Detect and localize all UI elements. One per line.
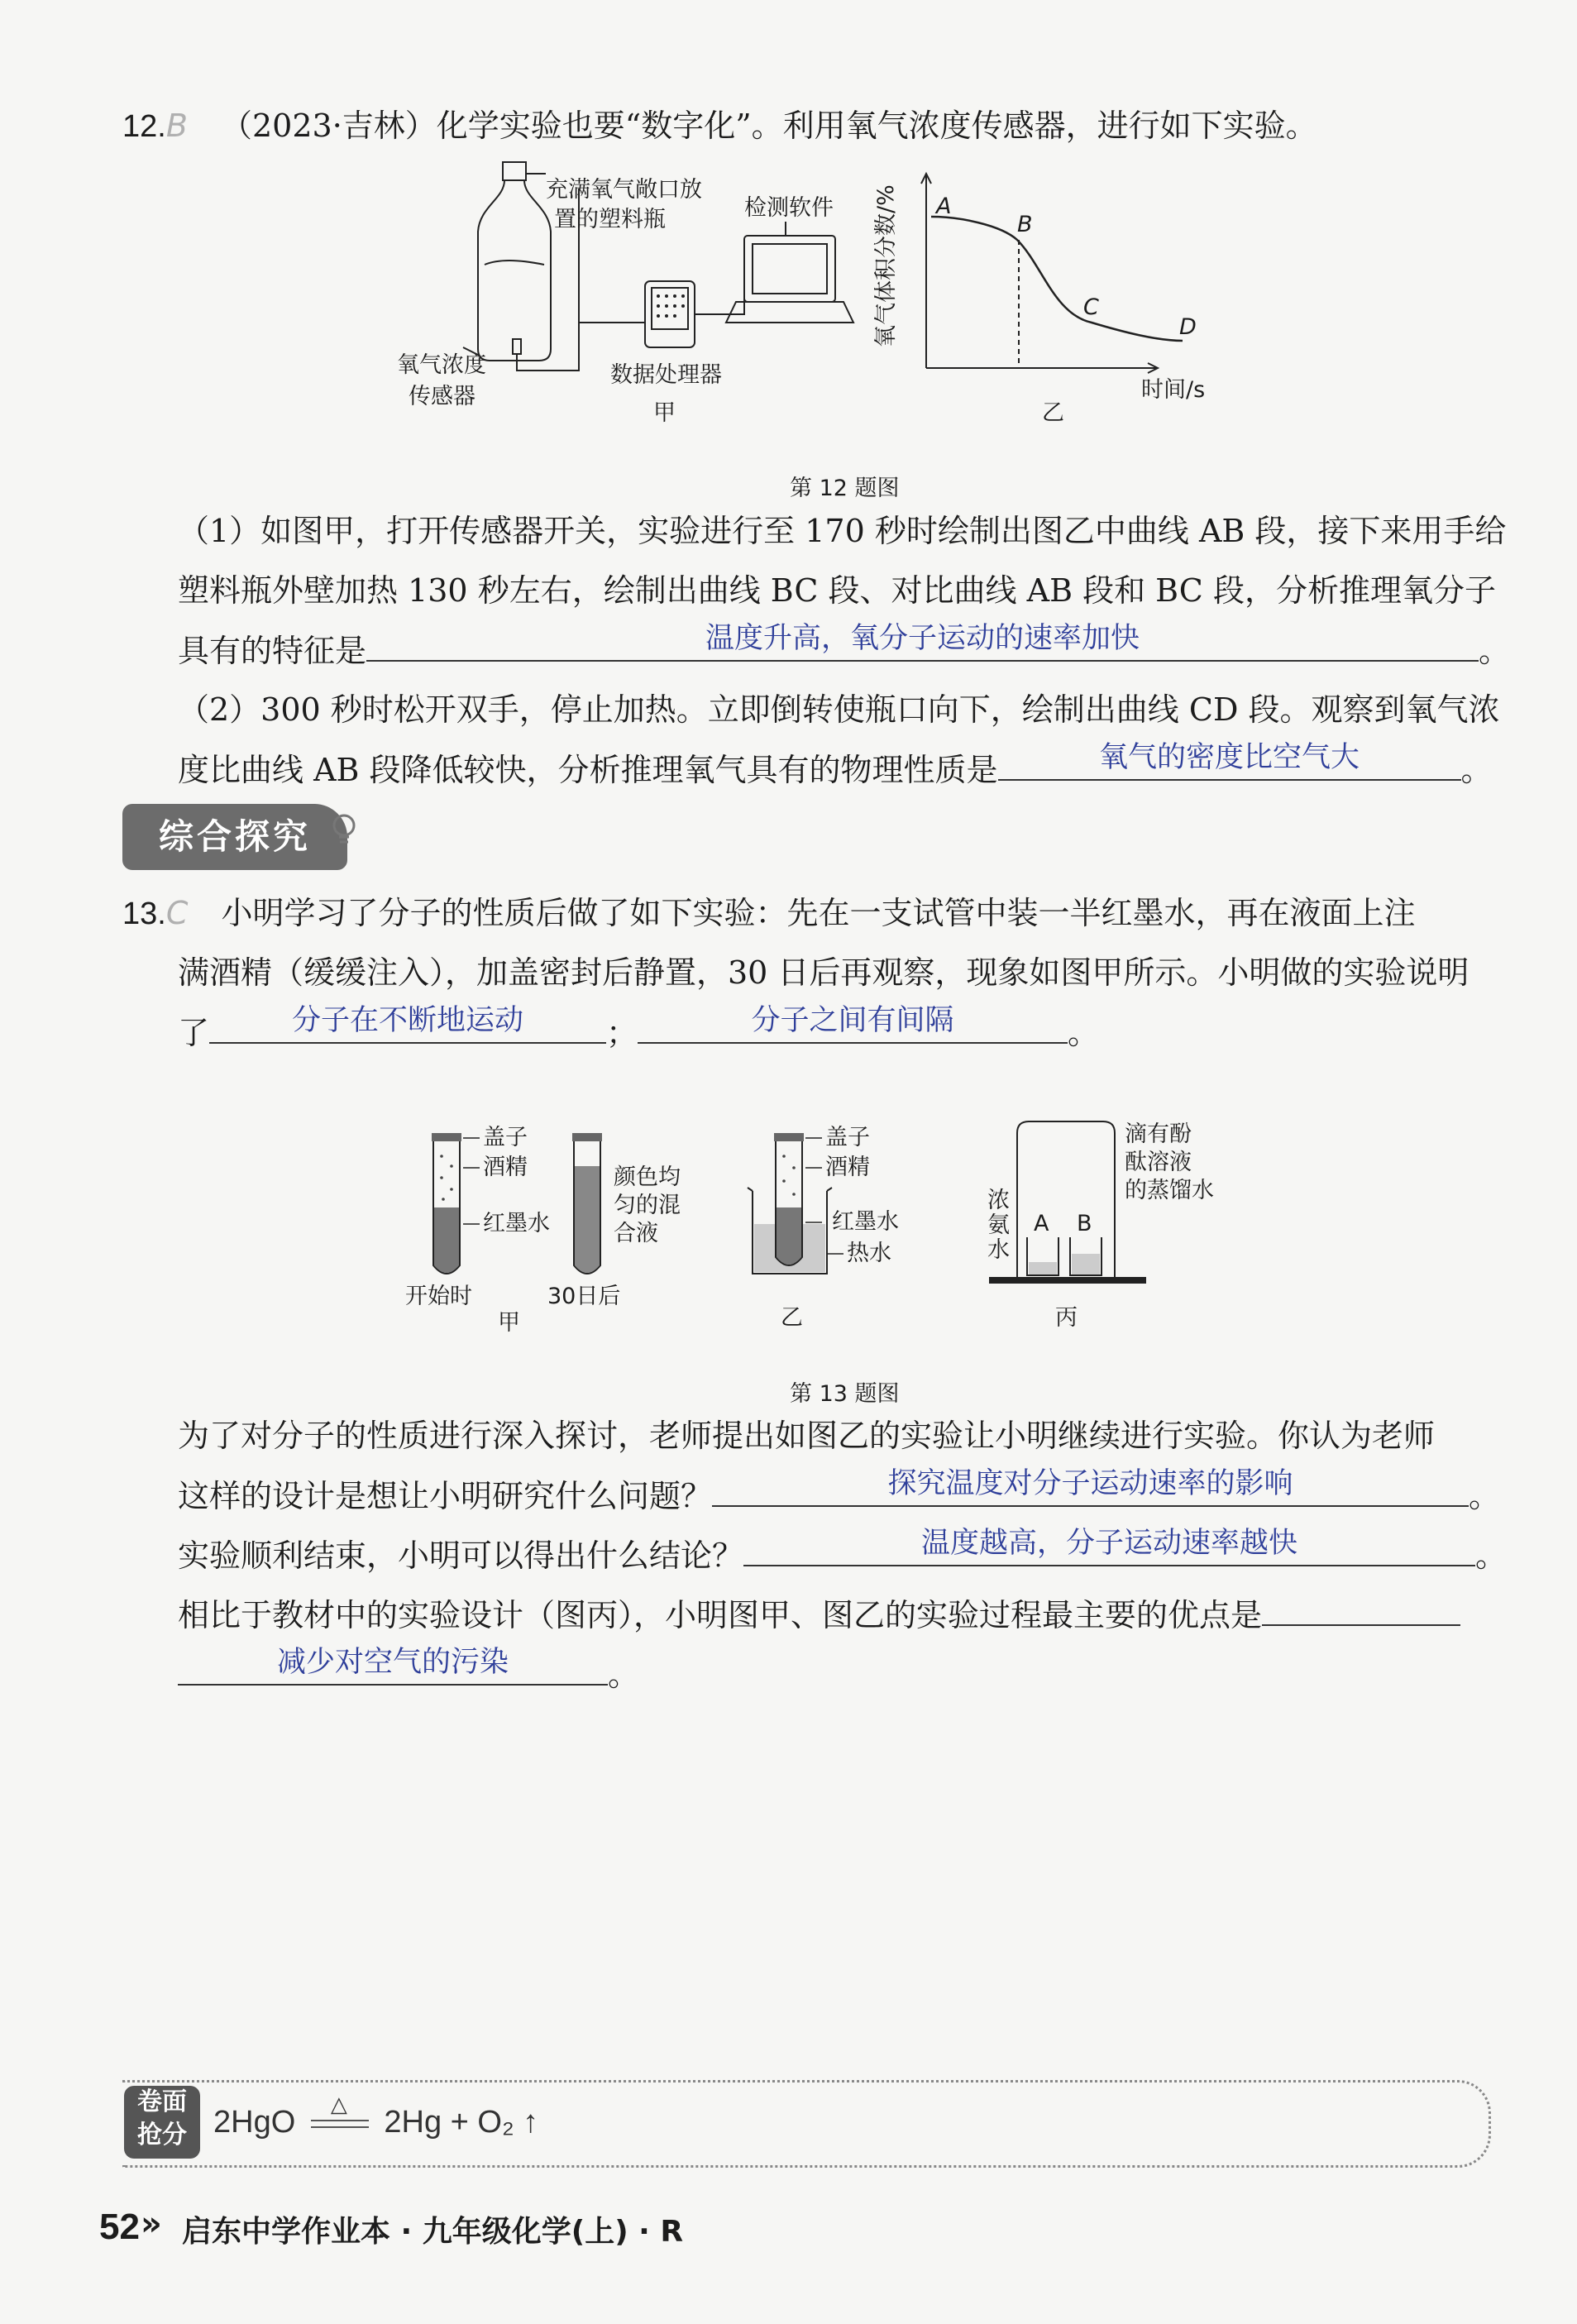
period: 。 bbox=[608, 1657, 640, 1693]
q12-p2-blank bbox=[998, 739, 1461, 781]
q13-number: 13. bbox=[122, 897, 166, 931]
lid-label-b: 盖子 bbox=[825, 1125, 870, 1150]
beaker-a-label: A bbox=[1034, 1211, 1049, 1236]
q12-p1-line3 bbox=[178, 620, 1510, 681]
lid-label-a: 盖子 bbox=[483, 1125, 528, 1150]
q12-p2-answer: 氧气的密度比空气大 bbox=[1099, 741, 1360, 774]
q12-p2-line2 bbox=[178, 739, 1493, 800]
q13-follow3 bbox=[178, 1525, 1507, 1585]
q13-line3 bbox=[178, 1002, 1099, 1063]
point-d: D bbox=[1179, 314, 1197, 340]
q12-p2-line1: （2）300 秒时松开双手，停止加热。立即倒转使瓶口向下，绘制出曲线 CD 段。观察到氧气浓 bbox=[178, 691, 1500, 728]
mixed-label-3: 合液 bbox=[614, 1221, 658, 1246]
ammonia-label-3: 水 bbox=[987, 1237, 1010, 1263]
q13-follow4 bbox=[178, 1585, 1460, 1645]
q13-blank5 bbox=[178, 1644, 608, 1686]
q12-stem: （2023·吉林）化学实验也要“数字化”。利用氧气浓度传感器，进行如下实验。 bbox=[221, 108, 1317, 144]
test-tube-after bbox=[572, 1133, 602, 1274]
q13-answer1: 分子在不断地运动 bbox=[292, 1004, 524, 1037]
phenol-label-3: 的蒸馏水 bbox=[1125, 1178, 1214, 1203]
page-number: 52 bbox=[99, 2207, 140, 2247]
mixed-label-1: 颜色均 bbox=[614, 1164, 681, 1190]
badge-line2: 抢分 bbox=[137, 2121, 187, 2149]
x-axis-label: 时间/s bbox=[1141, 377, 1206, 403]
start-label: 开始时 bbox=[405, 1284, 472, 1309]
semicolon: ； bbox=[606, 1015, 638, 1051]
bottle-label-2: 置的塑料瓶 bbox=[554, 207, 666, 232]
formula-right: 2Hg + O₂ bbox=[384, 2105, 514, 2140]
q13-follow2-prefix: 这样的设计是想让小明研究什么问题？ bbox=[178, 1478, 713, 1514]
laptop-icon bbox=[726, 236, 853, 323]
chevrons-icon: » bbox=[141, 2205, 162, 2243]
q13-answer3: 探究温度对分子运动速率的影响 bbox=[887, 1467, 1293, 1500]
badge-line1: 卷面 bbox=[137, 2087, 187, 2116]
q12-p1-prefix: 具有的特征是 bbox=[178, 633, 367, 669]
q13-follow1: 为了对分子的性质进行深入探讨，老师提出如图乙的实验让小明继续进行实验。你认为老师 bbox=[178, 1418, 1436, 1454]
hot-water-label: 热水 bbox=[847, 1241, 891, 1266]
q12-p1-line1: （1）如图甲，打开传感器开关，实验进行至 170 秒时绘制出图乙中曲线 AB 段，接下来用手给 bbox=[178, 513, 1507, 549]
q12-number: 12. bbox=[122, 109, 166, 144]
q13-answer4: 温度越高，分子运动速率越快 bbox=[921, 1527, 1298, 1560]
gas-arrow-icon: ↑ bbox=[523, 2105, 539, 2140]
period: 。 bbox=[1475, 1537, 1508, 1574]
q13-panel-b: 乙 bbox=[781, 1305, 803, 1331]
beaker-b-label: B bbox=[1077, 1211, 1092, 1236]
software-label: 检测软件 bbox=[744, 195, 834, 221]
point-a: A bbox=[936, 194, 952, 219]
q13-blank5-start bbox=[1262, 1585, 1460, 1626]
book-title: 启东中学作业本 · 九年级化学(上) · R bbox=[182, 2215, 684, 2249]
q12-p2-prefix: 度比曲线 AB 段降低较快，分析推理氧气具有的物理性质是 bbox=[178, 752, 998, 788]
bell-jar-setup bbox=[989, 1121, 1146, 1284]
formula-equals bbox=[311, 2091, 369, 2128]
q13-follow3-prefix: 实验顺利结束，小明可以得出什么结论？ bbox=[178, 1537, 744, 1574]
phenol-label-1: 滴有酚 bbox=[1125, 1121, 1192, 1147]
q13-choice: C bbox=[165, 895, 189, 931]
point-c: C bbox=[1083, 294, 1099, 320]
q13-line1-row bbox=[122, 883, 1415, 944]
hot-water-beaker bbox=[748, 1133, 832, 1274]
formula-condition: △ bbox=[330, 2091, 347, 2116]
period: 。 bbox=[1460, 752, 1493, 788]
data-processor-icon bbox=[645, 281, 695, 347]
sensor-label-1: 氧气浓度 bbox=[397, 352, 486, 378]
red-ink-label-b: 红墨水 bbox=[832, 1209, 899, 1235]
period: 。 bbox=[1469, 1478, 1501, 1514]
bottle-label-1: 充满氧气敞口放 bbox=[546, 177, 702, 203]
period: 。 bbox=[1068, 1015, 1100, 1051]
processor-label: 数据处理器 bbox=[610, 362, 722, 388]
test-tube-start bbox=[432, 1133, 461, 1274]
q13-caption: 第 13 题图 bbox=[790, 1381, 900, 1407]
section-title: 综合探究 bbox=[122, 804, 347, 870]
q13-blank3 bbox=[712, 1466, 1469, 1507]
q13-line1: 小明学习了分子的性质后做了如下实验：先在一支试管中装一半红墨水，再在液面上注 bbox=[221, 895, 1416, 931]
q13-answer2: 分子之间有间隔 bbox=[751, 1004, 954, 1037]
alcohol-label-b: 酒精 bbox=[825, 1155, 870, 1180]
q12-panel-b: 乙 bbox=[1042, 400, 1064, 426]
q12-p1-blank bbox=[366, 620, 1479, 662]
phenol-label-2: 酞溶液 bbox=[1125, 1150, 1192, 1175]
q13-panel-a: 甲 bbox=[498, 1310, 520, 1336]
oxygen-graph bbox=[921, 174, 1183, 373]
y-axis-label: 氧气体积分数/% bbox=[873, 184, 899, 347]
q13-blank4 bbox=[743, 1525, 1475, 1566]
q13-figure bbox=[397, 1108, 1323, 1356]
q13-follow4-prefix: 相比于教材中的实验设计（图丙），小明图甲、图乙的实验过程最主要的优点是 bbox=[178, 1597, 1263, 1633]
after-label: 30日后 bbox=[547, 1284, 621, 1309]
lightbulb-icon bbox=[324, 809, 364, 849]
ammonia-label-2: 氨 bbox=[987, 1212, 1010, 1238]
point-b: B bbox=[1017, 212, 1033, 237]
q13-follow4-cont bbox=[178, 1644, 639, 1705]
q12-caption: 第 12 题图 bbox=[790, 476, 900, 501]
q13-line2: 满酒精（缓缓注入），加盖密封后静置，30 日后再观察，现象如图甲所示。小明做的实验说明 bbox=[178, 954, 1469, 991]
period: 。 bbox=[1479, 633, 1511, 669]
footer-badge bbox=[124, 2086, 200, 2159]
q12-stem-line bbox=[122, 96, 1317, 156]
q12-figure bbox=[380, 157, 1323, 447]
q12-p1-answer: 温度升高，氧分子运动的速率加快 bbox=[705, 622, 1140, 655]
plastic-bottle-icon bbox=[478, 162, 551, 361]
ammonia-label-1: 浓 bbox=[987, 1188, 1010, 1213]
q12-panel-a: 甲 bbox=[653, 400, 676, 426]
q13-panel-c: 丙 bbox=[1055, 1305, 1078, 1331]
formula-left: 2HgO bbox=[213, 2105, 296, 2140]
red-ink-label-a: 红墨水 bbox=[483, 1211, 550, 1236]
q13-blank1 bbox=[209, 1002, 606, 1044]
sensor-label-2: 传感器 bbox=[409, 384, 475, 409]
oxygen-curve bbox=[931, 217, 1183, 341]
q13-blank2 bbox=[638, 1002, 1068, 1044]
footer-formula bbox=[213, 2091, 539, 2140]
q13-line3-prefix: 了 bbox=[178, 1015, 210, 1051]
q12-p1-line2: 塑料瓶外壁加热 130 秒左右，绘制出曲线 BC 段、对比曲线 AB 段和 BC 段，分析推理氧分子 bbox=[178, 572, 1496, 609]
q12-choice: B bbox=[165, 108, 188, 144]
alcohol-label-a: 酒精 bbox=[483, 1155, 528, 1180]
mixed-label-2: 匀的混 bbox=[614, 1193, 681, 1218]
q13-answer5: 减少对空气的污染 bbox=[276, 1646, 509, 1679]
q13-follow2 bbox=[178, 1466, 1500, 1526]
